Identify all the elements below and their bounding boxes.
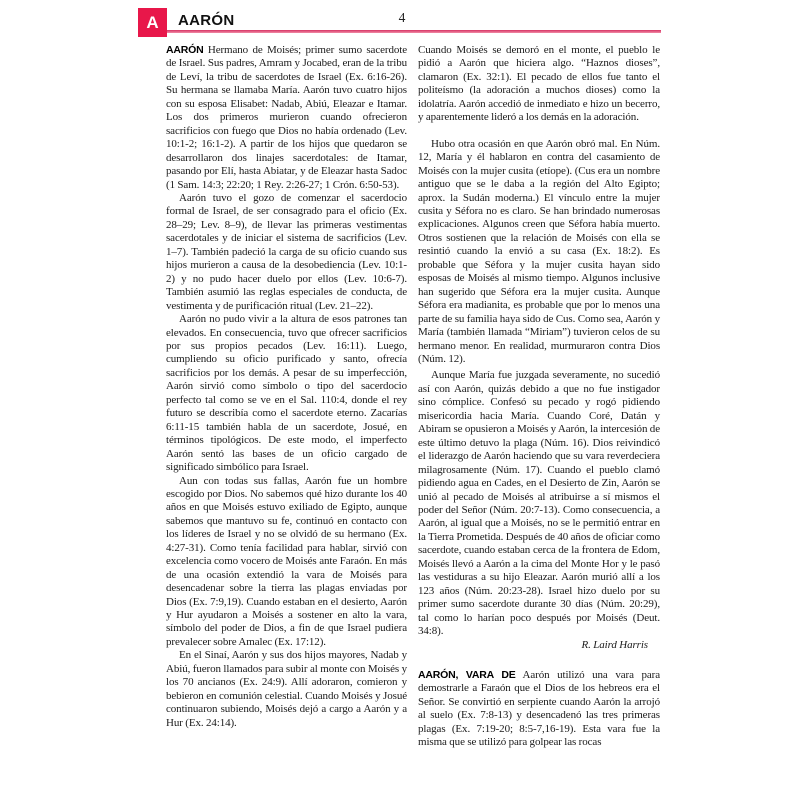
entry-paragraph: Aarón tuvo el gozo de comenzar el sacerdocio formal de Israel, de ser consagrado para el oficio (Ex. 28–29; Lev. 8–9), de llevar las primeras vestimentas sacerdotales y de iniciar el sistema de sacrificios (Lev. 1–7). También padeció la carga de su oficio cuando sus hijos murieron a causa de la desobediencia (Lev. 10:1-2) y no pudo hacer duelo por ellos (Lev. 10:6-7). También asumió las reglas especiales de conducta, de vestimenta y de purificación ritual (Lev. 21–22). (166, 191, 407, 312)
article-body (166, 44, 660, 750)
entry-paragraph (166, 44, 407, 192)
column-left (166, 44, 407, 750)
entry-paragraph (418, 669, 660, 750)
header-divider (139, 30, 661, 33)
letter-tab: A (138, 8, 167, 37)
entry-headword: AARÓN (166, 44, 204, 56)
entry-paragraph: Cuando Moisés se demoró en el monte, el pueblo le pidió a Aarón que hiciera algo. “Haznos dioses”, clamaron (Ex. 32:1). El pecado de ellos fue tanto el politeísmo (la adoración a muchos dioses) como la idolatría. Aarón accedió de inmediato e hizo un becerro, y aparentemente lideró a los demás en la adoración. (418, 44, 660, 124)
entry-paragraph: En el Sinaí, Aarón y sus dos hijos mayores, Nadab y Abiú, fueron llamados para subir al monte con Moisés y los 70 ancianos (Ex. 24:9). Allí adoraron, comieron y bebieron en comunión celestial. Cuando Moisés y Josué continuaron subiendo, Moisés dejó a cargo a Aarón y a Hur (Ex. 24:14). (166, 649, 407, 729)
paragraph-text: Aarón utilizó una vara para demostrarle a Faraón que el Dios de los hebreos era el Señor. Se convirtió en serpiente cuando Aarón la arrojó al suelo (Ex. 7:8-13) y desencadenó las tres primeras plagas (Ex. 7:19-20; 8:5-7,16-19). Esta vara fue la misma que se utilizó para golpear las rocas (418, 668, 660, 749)
page-number: 4 (398, 10, 406, 25)
paragraph-text: Hermano de Moisés; primer sumo sacerdote de Israel. Sus padres, Amram y Jocabed, eran de la tribu de Leví, la tribu de sacerdotes de Israel (Ex. 6:16-26). Su hermana se llamaba María. Aarón tuvo cuatro hijos con su esposa Elisabet: Nadab, Abiú, Eleazar e Itamar. Los dos primeros murieron cuando ofrecieron sacrificios con fuego que Dios no había ordenado (Lev. 10:1-2; 16:1-2). A partir de los hijos que quedaron se desarrollaron dos linajes sacerdotales: de Itamar, pasando por Elí, hasta Abiatar, y de Eleazar hasta Sadoc (1 Sam. 14:3; 22:20; 1 Rey. 2:26-27; 1 Crón. 6:50-53). (166, 44, 407, 191)
entry-paragraph: Aunque María fue juzgada severamente, no sucedió así con Aarón, quizás debido a que no fue instigador sino cómplice. Confesó su pecado y rogó pidiendo misericordia hacia María. Cuando Coré, Datán y Abiram se opusieron a Moisés y Aarón, la intercesión de este último detuvo la plaga (Núm. 16). Dios reivindicó el liderazgo de Aarón haciendo que su vara reverdeciera milagrosamente (Núm. 17). Cuando el pueblo clamó pidiendo agua en Cades, en el Desierto de Zin, Aarón se unió al pecado de Moisés al atribuirse a sí mismos el poder del Señor (Núm. 20:7-13). Como consecuencia, a Aarón, al igual que a Moisés, no se le permitió entrar en la Tierra Prometida. Después de 40 años de oficiar como sacerdote, cuando estaban cerca de la frontera de Edom, Moisés llevó a Aarón a la cima del Monte Hor y le pasó las vestiduras a su hijo Eleazar. Aarón murió allí a los 123 años (Núm. 20:23-28). Israel hizo duelo por su primer sumo sacerdote durante 30 días (Núm. 20:29), tal como lo harían poco después por Moisés (Deut. 34:8). (418, 369, 660, 638)
page-title: AARÓN (178, 12, 235, 29)
entry-paragraph: Aarón no pudo vivir a la altura de esos patrones tan elevados. En consecuencia, tuvo que ofrecer sacrificios por sus propios pecados (Lev. 16:11). Luego, cumpliendo su oficio purificado y santo, ofrecía sacrificios por los demás. A pesar de su imperfección, Aarón sirvió como símbolo o tipo del sacerdocio perfecto tal como se ve en el Sal. 110:4, donde el rey futuro se describía como el sacerdote eterno. Zacarías 6:11-15 también habla de un sacerdote, Josué, en términos tipológicos. De este modo, el imperfecto Aarón sentó las bases de un oficio cargado de significado simbólico para Israel. (166, 313, 407, 474)
entry-headword: AARÓN, VARA DE (418, 668, 516, 681)
entry-paragraph: Hubo otra ocasión en que Aarón obró mal. En Núm. 12, María y él hablaron en contra del casamiento de Moisés con la mujer cusita (etíope). (Cus era un nombre antiguo que se le daba a la región del Alto Egipto; aprox. la Sudán moderna.) El vínculo entre la mujer cusita y Séfora no es claro. Se han brindado numerosas explicaciones. Algunos creen que Séfora había muerto. Otros sostienen que la relación de Moisés con ella se resintió cuando la envió a su casa (Ex. 18:2). Es probable que Séfora y la mujer cusita hayan sido esposas de Moisés al mismo tiempo. Algunos inclusive han sugerido que Séfora era la mujer cusita. Aunque Séfora era madianita, es probable que por lo menos una parte de su familia haya sido de Cus. Como sea, Aarón y María (también llamada “Miriam”) tuvieron celos de su hermano menor. En realidad, murmuraron contra Dios (Núm. 12). (418, 137, 660, 365)
entry-paragraph: Aun con todas sus fallas, Aarón fue un hombre escogido por Dios. No sabemos qué hizo durante los 40 años en que Moisés estuvo exiliado de Egipto, aunque sabemos que mantuvo su fe, continuó en contacto con los líderes de Israel y no se olvidó de su hermano (Ex. 4:27-31). Como tenía facilidad para hablar, sirvió con excelencia como vocero de Moisés ante Faraón. En más de una ocasión extendió la vara de Moisés para desencadenar sobre la tierra las plagas enviadas por Dios (Ex. 7:9,19). Cuando estaban en el desierto, Aarón y Hur ayudaron a Moisés a sostener en alto la vara, símbolo del poder de Dios, a fin de que Israel pudiera prevalecer sobre Amalec (Ex. 17:12). (166, 474, 407, 648)
column-right (418, 44, 660, 750)
author-signature: R. Laird Harris (581, 639, 648, 652)
